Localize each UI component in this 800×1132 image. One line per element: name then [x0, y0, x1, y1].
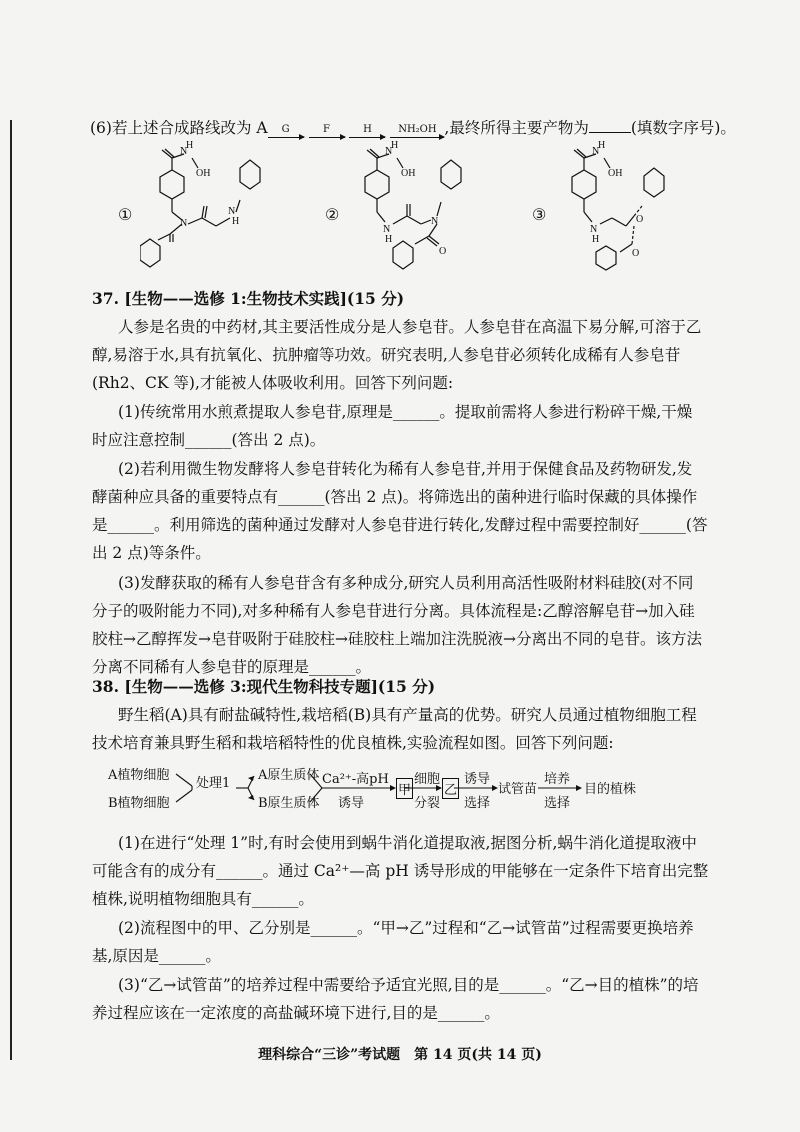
q38-line: (3)“乙→试管苗”的培养过程中需要给予适宜光照,目的是______。“乙→目的植株”的培	[118, 976, 699, 994]
q6-route-line	[90, 116, 736, 138]
q38-line: (2)流程图中的甲、乙分别是______。“甲→乙”过程和“乙→试管苗”过程需要更换培养	[118, 919, 694, 937]
q38-line: 养过程应该在一定浓度的高盐碱环境下进行,目的是______。	[92, 1004, 500, 1022]
flow-target: 目的植株	[584, 782, 637, 797]
atom-h: H	[391, 140, 399, 151]
q37-line: 分离不同稀有人参皂苷的原理是______。	[92, 658, 372, 676]
flow-select2-bottom: 选择	[544, 796, 571, 811]
q6-prefix: (6)若上述合成路线改为 A	[90, 119, 268, 137]
atom-h: H	[598, 140, 606, 151]
atom-n: N	[180, 146, 188, 157]
atom-n: N	[431, 216, 439, 227]
q37-line: (2)若利用微生物发酵将人参皂苷转化为稀有人参皂苷,并用于保健食品及药物研发,发	[118, 460, 693, 478]
q37-line: 时应注意控制______(答出 2 点)。	[92, 431, 326, 449]
page-margin-rule	[10, 120, 12, 1060]
reaction-arrow	[390, 124, 444, 138]
flow-induce-bottom: 诱导	[338, 796, 365, 811]
flow-select2-top: 培养	[544, 772, 571, 787]
flow-cell-div-bottom: 分裂	[414, 796, 441, 811]
structure-label-2: ②	[325, 205, 340, 224]
q38-line: (1)在进行“处理 1”时,有时会使用到蜗牛消化道提取液,据图分析,蜗牛消化道提取液中	[118, 834, 697, 852]
reagent-label: H	[363, 124, 372, 135]
q38-line: 基,原因是______。	[92, 947, 221, 965]
atom-oh: OH	[196, 168, 211, 179]
atom-oh: OH	[401, 168, 416, 179]
reaction-arrow	[268, 124, 304, 138]
flow-select1-top: 诱导	[464, 772, 491, 787]
structure-3-diagram	[552, 140, 702, 280]
q6-hint: (填数字序号)。	[630, 119, 736, 137]
answer-blank	[589, 118, 631, 133]
q37-line: 胶柱→乙醇挥发→皂苷吸附于硅胶柱→硅胶柱上端加注洗脱液→分离出不同的皂苷。该方法	[92, 630, 702, 648]
q37-line: 出 2 点)等条件。	[92, 544, 211, 562]
q38-line: 植株,说明植物细胞具有______。	[92, 890, 314, 908]
flow-select1-bottom: 选择	[464, 796, 491, 811]
atom-n: N	[385, 146, 393, 157]
atom-nh: N	[383, 224, 391, 235]
q37-line: 分子的吸附能力不同),对多种稀有人参皂苷进行分离。具体流程是:乙醇溶解皂苷→加入硅	[92, 602, 695, 620]
atom-h: H	[385, 234, 393, 245]
q37-line: (1)传统常用水煎煮提取人参皂苷,原理是______。提取前需将人参进行粉碎干燥,干燥	[118, 403, 693, 421]
q6-suffix: ,最终所得主要产物为	[444, 119, 589, 137]
structure-label-3: ③	[532, 205, 547, 224]
q37-header: 37. [生物——选修 1:生物技术实践](15 分)	[92, 289, 405, 308]
atom-h: H	[592, 234, 600, 245]
flow-cell-div-top: 细胞	[414, 772, 441, 787]
flow-jia: 甲	[396, 778, 413, 799]
flow-yi: 乙	[442, 778, 459, 799]
q37-line: 是______。利用筛选的菌种通过发酵对人参皂苷进行转化,发酵过程中需要控制好______(答	[92, 516, 708, 534]
atom-h: H	[232, 216, 240, 227]
reaction-arrow	[349, 124, 385, 138]
atom-oh: OH	[608, 168, 623, 179]
atom-nh: N	[228, 206, 236, 217]
atom-o: O	[439, 246, 447, 257]
flow-seedling: 试管苗	[498, 782, 538, 797]
q37-line: (Rh2、CK 等),才能被人体吸收利用。回答下列问题:	[92, 374, 454, 392]
q38-intro: 野生稻(A)具有耐盐碱特性,栽培稻(B)具有产量高的优势。研究人员通过植物细胞工程	[118, 706, 697, 724]
atom-h: H	[186, 140, 194, 151]
q38-line: 可能含有的成分有______。通过 Ca²⁺—高 pH 诱导形成的甲能够在一定条件下培育出完整	[92, 862, 709, 880]
flow-induce-top: Ca²⁺-高pH	[322, 772, 389, 787]
experiment-flow-diagram	[108, 764, 668, 824]
structure-1-diagram	[140, 140, 290, 280]
q38-header: 38. [生物——选修 3:现代生物科技专题](15 分)	[92, 677, 436, 696]
atom-o: O	[636, 214, 644, 225]
q38-intro: 技术培育兼具野生稻和栽培稻特性的优良植株,实验流程如图。回答下列问题:	[92, 734, 614, 752]
reaction-arrow	[309, 124, 345, 138]
flow-step1: 处理1	[196, 776, 231, 791]
flow-a-protoplast: A原生质体	[258, 768, 320, 783]
atom-nh: N	[590, 224, 598, 235]
reagent-label: G	[281, 124, 290, 135]
q37-line: 醇,易溶于水,具有抗氧化、抗肿瘤等功效。研究表明,人参皂苷必须转化成稀有人参皂苷	[92, 346, 681, 364]
flow-a-cell: A植物细胞	[108, 768, 170, 783]
flow-b-cell: B植物细胞	[108, 796, 170, 811]
atom-o: O	[632, 248, 640, 259]
reagent-label: NH₂OH	[398, 124, 437, 135]
q37-line: 酵菌种应具备的重要特点有______(答出 2 点)。将筛选出的菌种进行临时保藏的具体操作	[92, 488, 698, 506]
atom-n: N	[180, 218, 188, 229]
q37-line: (3)发酵获取的稀有人参皂苷含有多种成分,研究人员利用高活性吸附材料硅胶(对不同	[118, 574, 694, 592]
structure-2-diagram	[345, 140, 495, 280]
atom-n: N	[592, 146, 600, 157]
page-footer: 理科综合“三诊”考试题 第 14 页(共 14 页)	[258, 1047, 542, 1063]
flow-b-protoplast: B原生质体	[258, 796, 320, 811]
q37-line: 人参是名贵的中药材,其主要活性成分是人参皂苷。人参皂苷在高温下易分解,可溶于乙	[118, 318, 702, 336]
structure-label-1: ①	[118, 205, 133, 224]
reagent-label: F	[323, 124, 330, 135]
